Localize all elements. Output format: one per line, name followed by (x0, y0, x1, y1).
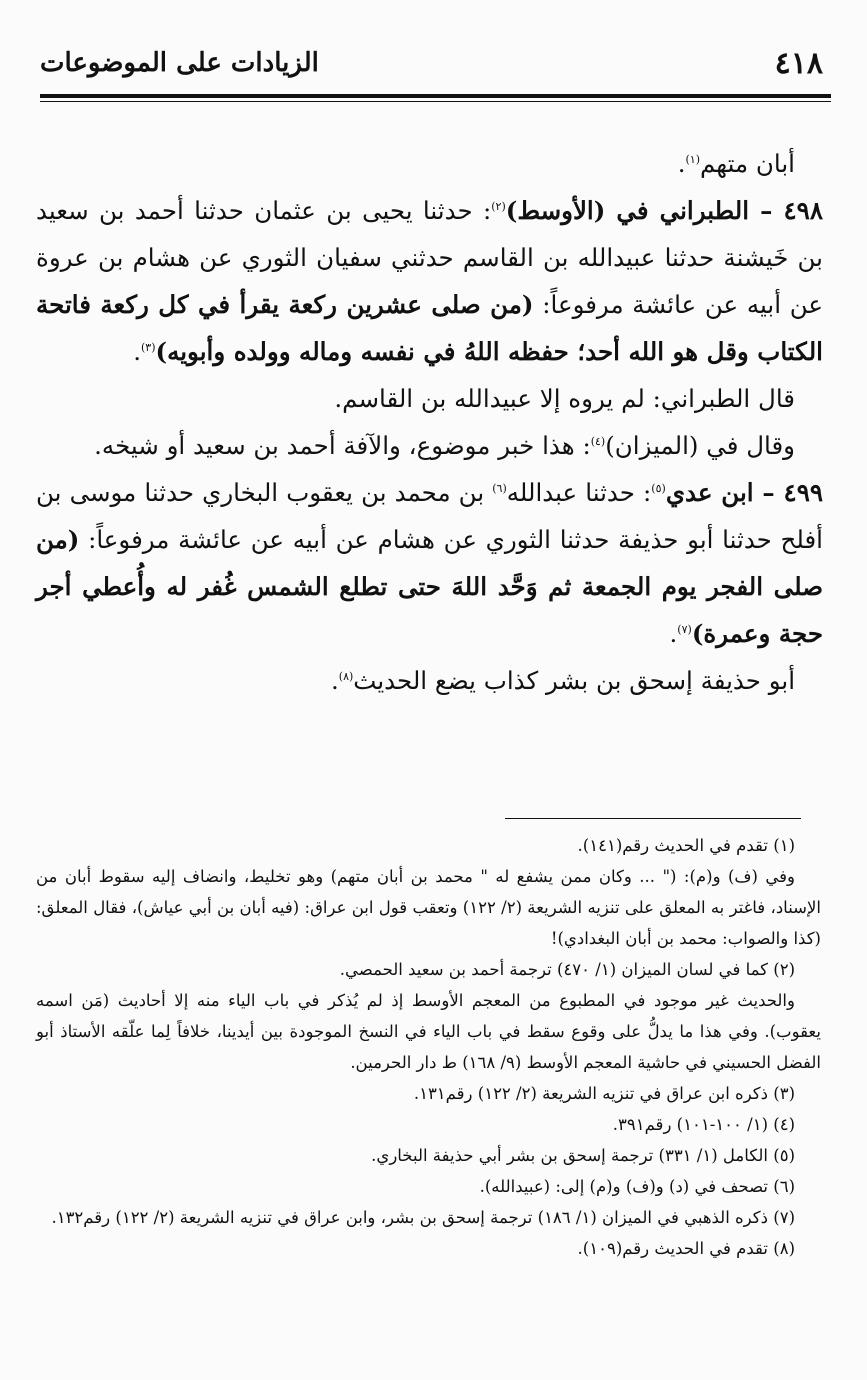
hadith-matn: (من صلى عشرين ركعة يقرأ في كل ركعة فاتحة الكتاب وقل هو الله أحد؛ حفظه اللهُ في نفسه وماله وولده وأبويه) (36, 290, 823, 366)
hadith-isnad: بن محمد بن يعقوب البخاري حدثنا موسى بن أفلح حدثنا أبو حذيفة حدثنا الثوري عن هشام عن أبيه عن عائشة مرفوعاً: (36, 478, 823, 554)
footnote-ref: (٥) (651, 481, 666, 495)
hadith-number: ٤٩٩ – (753, 478, 824, 507)
footnote-ref: (٢) (491, 199, 506, 213)
footnote-ref: (٨) (338, 669, 354, 683)
hadith-isnad: : حدثنا يحيى بن عثمان حدثنا أحمد بن سعيد بن خَيشنة حدثنا عبيدالله بن القاسم حدثني سفيان الثوري عن هشام بن عروة عن أبيه عن عائشة مرفوعاً: (36, 196, 823, 319)
footnote: (٢) كما في لسان الميزان (١/ ٤٧٠) ترجمة أحمد بن سعيد الحمصي. (339, 960, 795, 979)
paragraph-tabarani: قال الطبراني: لم يروه إلا عبيدالله بن القاسم. (334, 384, 795, 413)
header-rule-thin (40, 101, 831, 102)
paragraph-mizan: وقال في (الميزان)$^{(٤)}$: هذا خبر موضوع، والآفة أحمد بن سعيد أو شيخه. (94, 431, 795, 460)
footnote: والحديث غير موجود في المطبوع من المعجم الأوسط إذ لم يُذكر في باب الياء منه إلا أحاديث (مَن اسمه يعقوب). وفي هذا ما يدلُّ على وقوع سقط في باب الياء في النسخ الموجودة بين أيدينا، خلافاً لِما علّقه الأستاذ أبو الفضل الحسيني في حاشية المعجم الأوسط (٩/ ١٦٨) ط دار الحرمين. (36, 991, 821, 1072)
hadith-source: الطبراني في (الأوسط) (505, 196, 750, 225)
paragraph-continuation: أبان متهم$^{(١)}$. (677, 149, 795, 178)
footnote: (٣) ذكره ابن عراق في تنزيه الشريعة (٢/ ١٢٢) رقم١٣١. (413, 1084, 795, 1103)
footnote-ref: (٦) (492, 481, 507, 495)
footnote: (٦) تصحف في (د) و(ف) و(م) إلى: (عبيدالله). (479, 1177, 795, 1196)
footnote: (٧) ذكره الذهبي في الميزان (١/ ١٨٦) ترجمة إسحق بن بشر، وابن عراق في تنزيه الشريعة (٢/ ١٢٢) رقم١٣٢. (51, 1208, 795, 1227)
page-header (40, 46, 823, 86)
footnote: (٥) الكامل (١/ ٣٣١) ترجمة إسحق بن بشر أبي حذيفة البخاري. (371, 1146, 795, 1165)
hadith-499: ٤٩٩ – ابن عدي$^{(٥)}$: حدثنا عبدالله$^{(٦)}$ بن محمد بن يعقوب البخاري حدثنا موسى بن أفلح حدثنا أبو حذيفة حدثنا الثوري عن هشام عن أبيه عن عائشة مرفوعاً: (من صلى الفجر يوم الجمعة ثم وَحَّد اللهَ حتى تطلع الشمس غُفر له وأُعطي أجر حجة وعمرة)$^{(٧)}$. (36, 478, 824, 648)
footnote: (٤) (١/ ١٠٠-١٠١) رقم٣٩١. (612, 1115, 795, 1134)
footnote-ref: (١) (685, 152, 700, 166)
header-rule-thick (40, 94, 831, 98)
page-number: ٤١٨ (774, 46, 823, 81)
main-text (36, 140, 823, 704)
footnote: وفي (ف) و(م): (" ... وكان ممن يشفع له " محمد بن أبان متهم) وهو تخليط، وانضاف إليه سقوط أبان من الإسناد، فاغتر به المعلق على تنزيه الشريعة (٢/ ١٢٢) وتعقب قول ابن عراق: (فيه أبان بن أبي عياش)، فقال المعلق: (كذا والصواب: محمد بن أبان البغدادي)! (36, 867, 821, 948)
footnotes (36, 830, 821, 1264)
hadith-source: ابن عدي (665, 478, 754, 507)
hadith-number: ٤٩٨ – (749, 196, 823, 225)
footnote: (٨) تقدم في الحديث رقم(١٠٩). (577, 1239, 795, 1258)
footnote-separator (505, 818, 801, 819)
footnote-ref: (٤) (590, 434, 606, 448)
footnote: (١) تقدم في الحديث رقم(١٤١). (577, 836, 795, 855)
hadith-matn: (من صلى الفجر يوم الجمعة ثم وَحَّد اللهَ حتى تطلع الشمس غُفر له وأُعطي أجر حجة وعمرة) (36, 525, 823, 648)
footnote-ref: (٣) (141, 340, 156, 354)
hadith-498: ٤٩٨ – الطبراني في (الأوسط)$^{(٢)}$: حدثنا يحيى بن عثمان حدثنا أحمد بن سعيد بن خَيشنة حدثنا عبيدالله بن القاسم حدثني سفيان الثوري عن هشام بن عروة عن أبيه عن عائشة مرفوعاً: (من صلى عشرين ركعة يقرأ في كل ركعة فاتحة الكتاب وقل هو الله أحد؛ حفظه اللهُ في نفسه وماله وولده وأبويه)$^{(٣)}$. (36, 196, 823, 366)
paragraph-abu-hudhayfa: أبو حذيفة إسحق بن بشر كذاب يضع الحديث$^{(٨)}$. (330, 666, 795, 695)
running-title: الزيادات على الموضوعات (40, 48, 319, 78)
footnote-ref: (٧) (677, 622, 692, 636)
